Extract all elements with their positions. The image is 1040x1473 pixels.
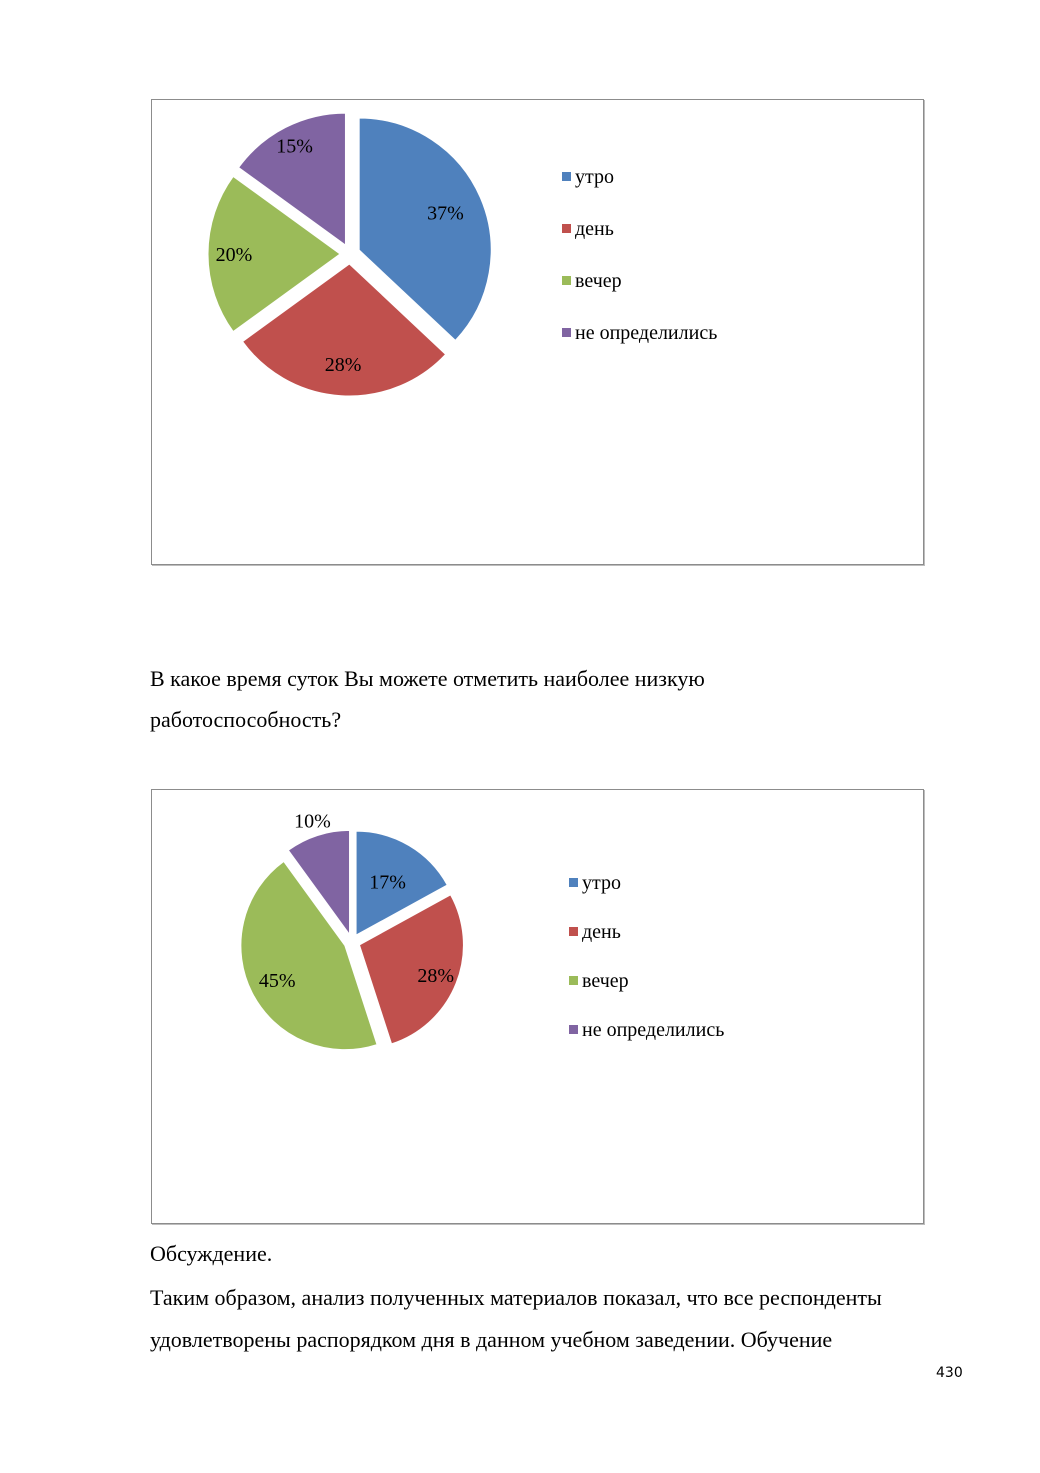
- discussion-heading: Обсуждение.: [150, 1241, 273, 1266]
- pie2-data-label-3: 45%: [258, 970, 296, 993]
- pie-chart-2: [151, 789, 924, 1224]
- pie2-legend-label-4: не определились: [582, 1019, 725, 1041]
- pie1-legend-label-4: не определились: [575, 322, 718, 344]
- question-line-1: В какое время суток Вы можете отметить наиболее низкую: [150, 666, 705, 691]
- pie2-legend-swatch-1: [569, 878, 578, 887]
- pie2-data-label-2: 28%: [417, 965, 455, 988]
- pie1-legend-label-2: день: [575, 218, 614, 240]
- pie1-legend-label-3: вечер: [575, 270, 622, 292]
- question-line-2: работоспособность?: [150, 707, 342, 732]
- pie-chart-2-svg: [152, 790, 925, 1225]
- pie2-legend-label-3: вечер: [582, 970, 629, 992]
- pie2-data-label-1: 17%: [369, 871, 406, 894]
- pie2-legend-label-2: день: [582, 921, 621, 943]
- pie-chart-1-svg: [152, 100, 925, 566]
- pie1-data-label-2: 28%: [324, 353, 362, 376]
- pie2-legend-swatch-4: [569, 1025, 578, 1034]
- pie1-legend-swatch-2: [562, 224, 571, 233]
- pie2-legend-swatch-3: [569, 976, 578, 985]
- pie1-legend-swatch-3: [562, 276, 571, 285]
- pie2-legend-label-1: утро: [582, 872, 621, 894]
- pie1-legend-swatch-1: [562, 172, 571, 181]
- pie2-data-label-4: 10%: [294, 810, 331, 833]
- paragraph-line-2: удовлетворены распорядком дня в данном учебном заведении. Обучение: [150, 1327, 833, 1352]
- pie1-data-label-1: 37%: [427, 202, 464, 225]
- pie1-legend-label-1: утро: [575, 166, 614, 188]
- page-number: 430: [936, 1365, 963, 1381]
- pie1-legend-swatch-4: [562, 328, 571, 337]
- paragraph-line-1: Таким образом, анализ полученных материалов показал, что все респонденты: [150, 1285, 882, 1310]
- pie1-data-label-3: 20%: [215, 244, 253, 266]
- pie2-legend-swatch-2: [569, 927, 578, 936]
- pie1-data-label-4: 15%: [276, 135, 313, 158]
- pie-chart-1: [151, 99, 924, 565]
